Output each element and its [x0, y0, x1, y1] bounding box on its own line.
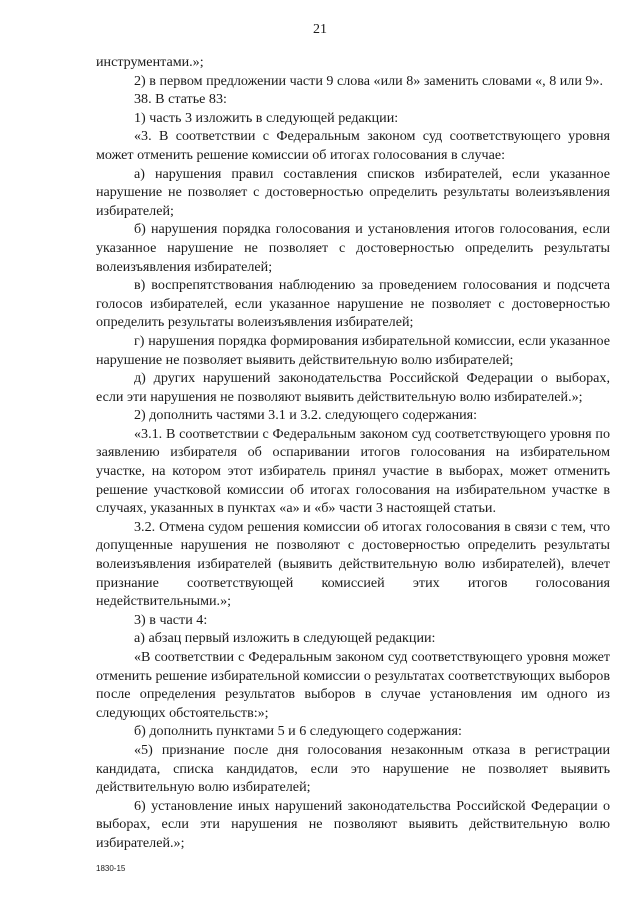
paragraph: 3) в части 4: [134, 611, 208, 628]
paragraph: в) воспрепятствования наблюдению за проведением голосования и подсчета голосов избирателей, если указанное нарушение не позволяет с достоверностью определить результаты волеизъявления избирателей; [96, 277, 610, 331]
paragraph: «В соответствии с Федеральным законом суд соответствующего уровня может отменить решение избирательной комиссии о результатах соответствующих выборов после определения результатов выборов в случае установления им одного из следующих обстоятельств:»; [96, 649, 610, 721]
paragraph: 1) часть 3 изложить в следующей редакции: [134, 109, 399, 126]
paragraph: «5) признание после дня голосования незаконным отказа в регистрации кандидата, списка кандидатов, если это нарушение не позволяет выявить действительную волю избирателей; [96, 741, 610, 796]
page-number: 21 [313, 22, 327, 37]
paragraph: 2) дополнить частями 3.1 и 3.2. следующего содержания: [134, 407, 478, 424]
paragraph: 2) в первом предложении части 9 слова «или 8» заменить словами «, 8 или 9». [134, 72, 604, 89]
paragraph: 3.2. Отмена судом решения комиссии об итогах голосования в связи с тем, что допущенные нарушения не позволяют с достоверностью определить результаты волеизъявления избирателей (выявить действительную волю избирателей), влечет признание соответствующей комиссией этих итогов голосования недействительными.»; [96, 518, 610, 610]
paragraph: б) нарушения порядка голосования и установления итогов голосования, если указанное нарушение не позволяет с достоверностью определить результаты волеизъявления избирателей; [96, 221, 610, 275]
paragraph: «3. В соответствии с Федеральным законом суд соответствующего уровня может отменить решение комиссии об итогах голосования в случае: [96, 128, 610, 163]
paragraph: б) дополнить пунктами 5 и 6 следующего содержания: [134, 723, 462, 740]
paragraph: инструментами.»; [96, 54, 204, 70]
paragraph: д) других нарушений законодательства Российской Федерации о выборах, если эти нарушения не позволяют выявить действительную волю избирателей.»; [96, 370, 610, 405]
paragraph: г) нарушения порядка формирования избирательной комиссии, если указанное нарушение не позволяет выявить действительную волю избирателей; [96, 332, 610, 368]
paragraph: «3.1. В соответствии с Федеральным законом суд соответствующего уровня по заявлению избирателя об оспаривании итогов голосования на избирательном участке, на котором этот избиратель принял участие в выборах, может отменить решение участковой комиссии об итогах голосования на избирательном участке в случаях, указанных в пунктах «а» и «б» части 3 настоящей статьи. [96, 425, 610, 517]
document-body [96, 53, 610, 853]
paragraph: а) абзац первый изложить в следующей редакции: [134, 630, 436, 647]
paragraph: 38. В статье 83: [134, 91, 227, 108]
paragraph: а) нарушения правил составления списков избирателей, если указанное нарушение не позволяет с достоверностью определить результаты волеизъявления избирателей; [96, 165, 610, 219]
footer-code: 1830-15 [96, 864, 126, 873]
paragraph: 6) установление иных нарушений законодательства Российской Федерации о выборах, если эти нарушения не позволяют выявить действительную волю избирателей.»; [96, 797, 610, 851]
